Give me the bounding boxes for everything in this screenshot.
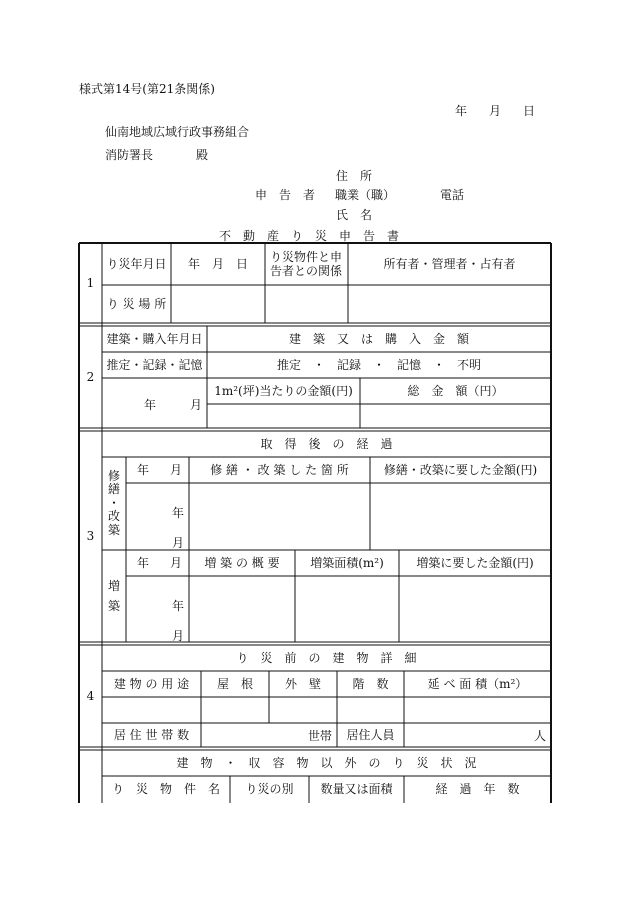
addressee-org: 仙南地域広域行政事務組合 — [105, 125, 250, 139]
build-amount-label: 建 築 又 は 購 入 金 額 — [288, 331, 469, 346]
repair-year-label: 年 — [172, 506, 185, 520]
section-number-2: 2 — [86, 369, 95, 384]
build-date-label: 建築・購入年月日 — [106, 331, 203, 346]
pre-disaster-details-label: り 災 前 の 建 物 詳 細 — [236, 650, 417, 665]
extension-area-label: 増築面積(m²) — [310, 555, 384, 570]
phone-label: 電話 — [440, 188, 465, 202]
repair-vertical-char: 改 — [107, 509, 120, 524]
quantity-label: 数量又は面積 — [320, 782, 393, 797]
address-label: 住 所 — [336, 169, 373, 183]
residents-label: 居住人員 — [346, 727, 395, 742]
repair-vertical-label — [102, 457, 126, 550]
extension-vertical-char: 築 — [107, 599, 120, 613]
build-month-label: 月 — [190, 398, 203, 412]
extension-month-label: 月 — [172, 629, 185, 643]
declarant-label: 申 告 者 — [255, 188, 316, 202]
building-use-label: 建 物 の 用 途 — [113, 676, 190, 691]
elapsed-years-label: 経 過 年 数 — [435, 782, 520, 797]
date-year-label: 年 — [455, 104, 468, 118]
form-number: 様式第14号(第21条関係) — [79, 82, 215, 96]
build-year-label: 年 — [144, 398, 157, 412]
per-area-amount-label: 1m²(坪)当たりの金額(円) — [214, 383, 353, 398]
damaged-item-name-label: り 災 物 件 名 — [111, 782, 220, 797]
document-title: 不 動 産 り 災 申 告 書 — [219, 229, 400, 243]
date-day-label: 日 — [523, 104, 536, 118]
roof-label: 屋 根 — [216, 676, 253, 691]
total-amount-label: 総 金 額（円） — [407, 383, 504, 398]
floors-label: 階 数 — [352, 676, 389, 691]
relation-label-line-2: 告者との関係 — [270, 264, 343, 278]
section-number-1: 1 — [86, 275, 95, 290]
repair-month-header: 月 — [170, 463, 183, 477]
addressee-title: 消防署長 — [105, 148, 154, 162]
other-damage-label: 建 物 ・ 収 容 物 以 外 の り 災 状 況 — [176, 755, 477, 770]
extension-vertical-char: 増 — [107, 578, 120, 593]
date-month-label: 月 — [489, 104, 502, 118]
residents-unit: 人 — [534, 729, 547, 743]
extension-year-label: 年 — [172, 599, 185, 613]
extension-vertical-label — [102, 550, 126, 642]
repair-vertical-char: 修 — [107, 468, 120, 483]
households-unit: 世帯 — [308, 729, 333, 743]
repair-year-header: 年 — [137, 463, 150, 477]
section-number-3: 3 — [86, 529, 95, 544]
after-acquisition-label: 取 得 後 の 経 過 — [260, 436, 393, 451]
repair-cost-label: 修繕・改築に要した金額(円) — [383, 462, 538, 477]
extension-month-header: 月 — [170, 556, 183, 570]
repair-vertical-char: 繕 — [107, 482, 120, 497]
name-label: 氏 名 — [336, 208, 373, 222]
repair-vertical-char: 築 — [107, 522, 120, 537]
floor-area-label: 延 べ 面 積（m²） — [427, 676, 528, 691]
wall-label: 外 壁 — [284, 676, 321, 691]
disaster-place-label: り 災 場 所 — [106, 296, 167, 311]
repair-place-label: 修 繕 ・ 改 築 し た 箇 所 — [210, 462, 349, 477]
households-label: 居 住 世 帯 数 — [113, 727, 190, 742]
extension-cost-label: 増築に要した金額(円) — [416, 555, 534, 570]
extension-summary-label: 増 築 の 概 要 — [204, 555, 280, 570]
repair-month-label: 月 — [172, 536, 185, 550]
honorific: 殿 — [196, 148, 209, 162]
repair-vertical-char: ・ — [107, 495, 120, 510]
estimate-options-left: 推定・記録・記憶 — [106, 357, 203, 372]
disaster-date-label: り災年月日 — [106, 256, 167, 271]
extension-year-header: 年 — [137, 556, 150, 570]
occupation-label: 職業（職） — [335, 188, 396, 202]
relation-label — [265, 243, 348, 285]
disaster-date-ymd: 年 月 日 — [187, 256, 248, 271]
section-number-4: 4 — [86, 688, 95, 703]
estimate-options-right: 推定 ・ 記録 ・ 記憶 ・ 不明 — [276, 357, 481, 372]
relation-label-line-1: り災物件と申 — [270, 249, 343, 264]
damage-type-label: り災の別 — [245, 782, 294, 797]
relation-value: 所有者・管理者・占有者 — [383, 256, 516, 271]
